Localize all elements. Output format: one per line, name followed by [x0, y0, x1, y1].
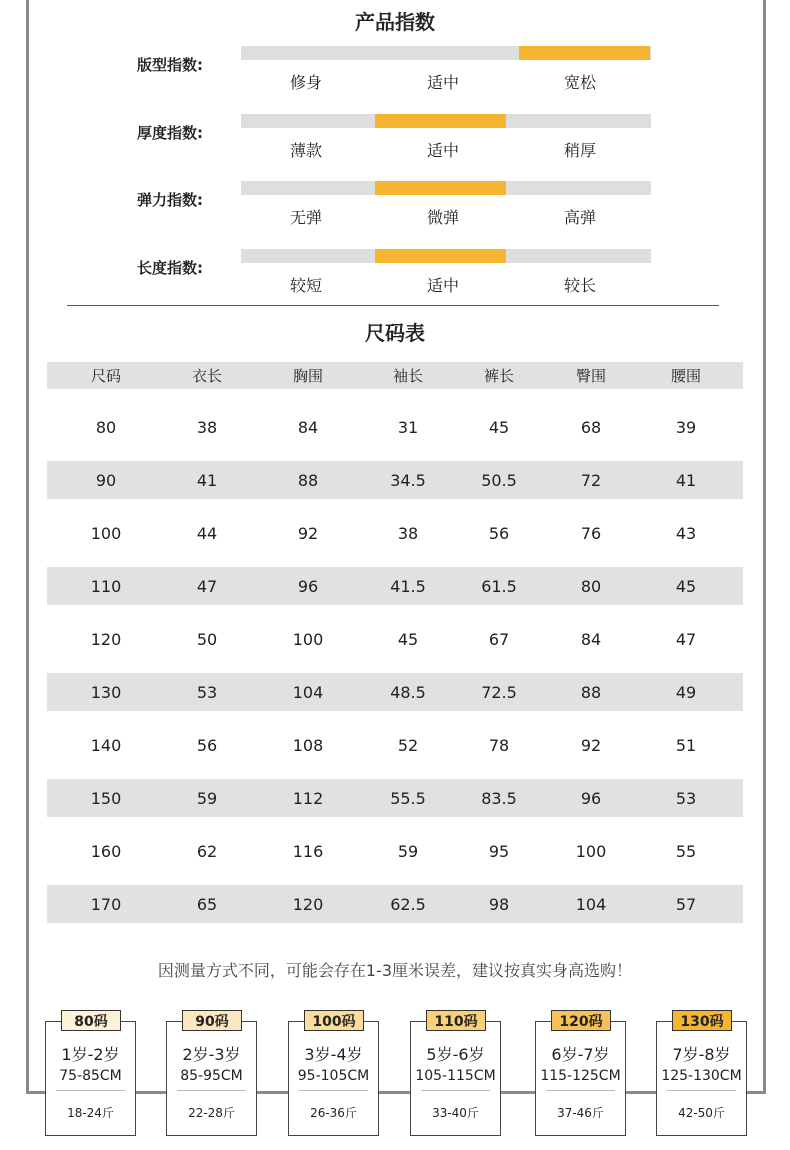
- size-card-weight: 22-28斤: [188, 1106, 235, 1120]
- size-card-height: 115-125CM: [540, 1068, 621, 1084]
- table-cell: 48.5: [390, 682, 426, 702]
- table-cell: 78: [488, 735, 510, 755]
- size-chart-title: 尺码表: [365, 321, 425, 345]
- table-cell: 62.5: [390, 894, 426, 914]
- index-segment: [241, 114, 372, 128]
- index-row: [0, 46, 790, 106]
- index-segment: [241, 181, 372, 195]
- table-cell: 53: [196, 682, 218, 702]
- table-cell: 45: [675, 576, 697, 596]
- table-cell: 88: [297, 470, 319, 490]
- table-cell: 39: [675, 417, 697, 437]
- table-cell: 95: [488, 841, 510, 861]
- table-cell: 41: [196, 470, 218, 490]
- size-card: [45, 1013, 136, 1136]
- size-card-height: 75-85CM: [59, 1068, 122, 1084]
- size-card-height: 85-95CM: [180, 1068, 243, 1084]
- size-tag: 90码: [182, 1010, 242, 1031]
- size-card: [410, 1013, 501, 1136]
- table-cell: 50: [196, 629, 218, 649]
- size-card-height: 125-130CM: [661, 1068, 742, 1084]
- table-header-cell: 衣长: [191, 367, 222, 385]
- table-row: [47, 408, 743, 446]
- table-cell: 51: [675, 735, 697, 755]
- table-cell: 92: [297, 523, 319, 543]
- size-card-divider: [667, 1090, 736, 1091]
- size-tag: 80码: [61, 1010, 121, 1031]
- index-segment-selected: [375, 181, 506, 195]
- table-header-cell: 胸围: [292, 367, 323, 385]
- table-cell: 100: [575, 841, 607, 861]
- index-segment-selected: [375, 114, 506, 128]
- size-card-age: 6岁-7岁: [551, 1045, 610, 1064]
- table-header-cell: 尺码: [90, 367, 121, 385]
- table-cell: 47: [675, 629, 697, 649]
- index-segment: [375, 46, 506, 60]
- table-row: [47, 779, 743, 817]
- index-option: 较长: [563, 276, 596, 295]
- table-cell: 47: [196, 576, 218, 596]
- table-cell: 41: [675, 470, 697, 490]
- table-cell: 100: [292, 629, 324, 649]
- index-bar: [241, 114, 651, 128]
- table-cell: 65: [196, 894, 218, 914]
- table-row: [47, 620, 743, 658]
- index-label: 版型指数:: [137, 56, 203, 74]
- index-bar: [241, 249, 651, 263]
- table-row: [47, 567, 743, 605]
- table-cell: 72.5: [481, 682, 517, 702]
- table-cell: 90: [95, 470, 117, 490]
- size-card-divider: [299, 1090, 368, 1091]
- index-bar: [241, 46, 651, 60]
- index-segment: [241, 46, 372, 60]
- table-cell: 150: [90, 788, 122, 808]
- section-divider: [67, 305, 719, 306]
- table-cell: 44: [196, 523, 218, 543]
- size-card-age: 3岁-4岁: [304, 1045, 363, 1064]
- table-cell: 52: [397, 735, 419, 755]
- index-segment: [519, 114, 650, 128]
- size-card-weight: 42-50斤: [678, 1106, 725, 1120]
- table-header-cell: 袖长: [392, 367, 423, 385]
- table-cell: 80: [95, 417, 117, 437]
- table-cell: 57: [675, 894, 697, 914]
- index-option: 适中: [426, 276, 459, 295]
- table-header-cell: 腰围: [670, 367, 701, 385]
- index-option: 宽松: [563, 73, 596, 92]
- index-row: [0, 181, 790, 241]
- size-card-divider: [56, 1090, 125, 1091]
- table-cell: 88: [580, 682, 602, 702]
- table-cell: 120: [292, 894, 324, 914]
- table-cell: 45: [488, 417, 510, 437]
- table-cell: 92: [580, 735, 602, 755]
- index-label: 长度指数:: [137, 259, 203, 277]
- table-cell: 53: [675, 788, 697, 808]
- table-cell: 62: [196, 841, 218, 861]
- table-cell: 49: [675, 682, 697, 702]
- index-option: 高弹: [563, 208, 596, 227]
- table-cell: 68: [580, 417, 602, 437]
- size-tag: 130码: [672, 1010, 732, 1031]
- table-cell: 59: [397, 841, 419, 861]
- table-cell: 67: [488, 629, 510, 649]
- index-segment-selected: [519, 46, 650, 60]
- index-row: [0, 114, 790, 174]
- table-cell: 96: [297, 576, 319, 596]
- table-cell: 72: [580, 470, 602, 490]
- table-cell: 96: [580, 788, 602, 808]
- size-card: [656, 1013, 747, 1136]
- table-cell: 98: [488, 894, 510, 914]
- index-section-title: 产品指数: [355, 10, 435, 34]
- index-option: 薄款: [289, 141, 322, 160]
- table-cell: 31: [397, 417, 419, 437]
- table-cell: 38: [397, 523, 419, 543]
- table-cell: 104: [292, 682, 324, 702]
- size-tag: 100码: [304, 1010, 364, 1031]
- table-cell: 41.5: [390, 576, 426, 596]
- table-row: [47, 514, 743, 552]
- index-option: 微弹: [426, 208, 459, 227]
- size-card-age: 7岁-8岁: [672, 1045, 731, 1064]
- index-label: 厚度指数:: [137, 124, 203, 142]
- table-cell: 76: [580, 523, 602, 543]
- index-label: 弹力指数:: [137, 191, 203, 209]
- table-row: [47, 832, 743, 870]
- table-cell: 116: [292, 841, 324, 861]
- size-card-weight: 37-46斤: [557, 1106, 604, 1120]
- table-row: [47, 461, 743, 499]
- index-segment: [241, 249, 372, 263]
- table-cell: 104: [575, 894, 607, 914]
- table-cell: 43: [675, 523, 697, 543]
- table-cell: 56: [488, 523, 510, 543]
- size-tag: 120码: [551, 1010, 611, 1031]
- table-cell: 160: [90, 841, 122, 861]
- size-card: [166, 1013, 257, 1136]
- table-cell: 45: [397, 629, 419, 649]
- table-cell: 55.5: [390, 788, 426, 808]
- measurement-note: 因测量方式不同，可能会存在1-3厘米误差，建议按真实身高选购！: [157, 961, 633, 980]
- size-card-age: 1岁-2岁: [61, 1045, 120, 1064]
- table-cell: 130: [90, 682, 122, 702]
- index-option: 适中: [426, 73, 459, 92]
- table-cell: 108: [292, 735, 324, 755]
- table-cell: 59: [196, 788, 218, 808]
- table-cell: 34.5: [390, 470, 426, 490]
- size-card-weight: 26-36斤: [310, 1106, 357, 1120]
- table-cell: 84: [580, 629, 602, 649]
- index-option: 适中: [426, 141, 459, 160]
- table-header-row: [47, 362, 743, 389]
- index-option: 稍厚: [563, 141, 596, 160]
- table-cell: 170: [90, 894, 122, 914]
- index-bar: [241, 181, 651, 195]
- table-row: [47, 885, 743, 923]
- table-header-cell: 裤长: [483, 367, 514, 385]
- size-card-age: 2岁-3岁: [182, 1045, 241, 1064]
- index-row: [0, 249, 790, 309]
- size-card-weight: 33-40斤: [432, 1106, 479, 1120]
- index-segment: [519, 181, 650, 195]
- table-row: [47, 726, 743, 764]
- table-row: [47, 673, 743, 711]
- table-cell: 120: [90, 629, 122, 649]
- size-card-divider: [177, 1090, 246, 1091]
- table-cell: 38: [196, 417, 218, 437]
- size-card-divider: [421, 1090, 490, 1091]
- table-cell: 84: [297, 417, 319, 437]
- index-option: 修身: [289, 73, 322, 92]
- table-cell: 83.5: [481, 788, 517, 808]
- size-card-height: 105-115CM: [415, 1068, 496, 1084]
- table-header-cell: 臀围: [575, 367, 606, 385]
- frame-bottom-border: [26, 1091, 766, 1094]
- size-tag: 110码: [426, 1010, 486, 1031]
- index-segment-selected: [375, 249, 506, 263]
- table-cell: 112: [292, 788, 324, 808]
- size-card: [288, 1013, 379, 1136]
- table-cell: 61.5: [481, 576, 517, 596]
- size-card-age: 5岁-6岁: [426, 1045, 485, 1064]
- table-cell: 140: [90, 735, 122, 755]
- size-card-height: 95-105CM: [297, 1068, 370, 1084]
- table-cell: 55: [675, 841, 697, 861]
- index-option: 无弹: [289, 208, 322, 227]
- table-cell: 56: [196, 735, 218, 755]
- size-card-weight: 18-24斤: [67, 1106, 114, 1120]
- table-cell: 80: [580, 576, 602, 596]
- index-option: 较短: [289, 276, 322, 295]
- table-cell: 100: [90, 523, 122, 543]
- table-cell: 110: [90, 576, 122, 596]
- size-card: [535, 1013, 626, 1136]
- size-card-divider: [546, 1090, 615, 1091]
- index-segment: [519, 249, 650, 263]
- table-cell: 50.5: [481, 470, 517, 490]
